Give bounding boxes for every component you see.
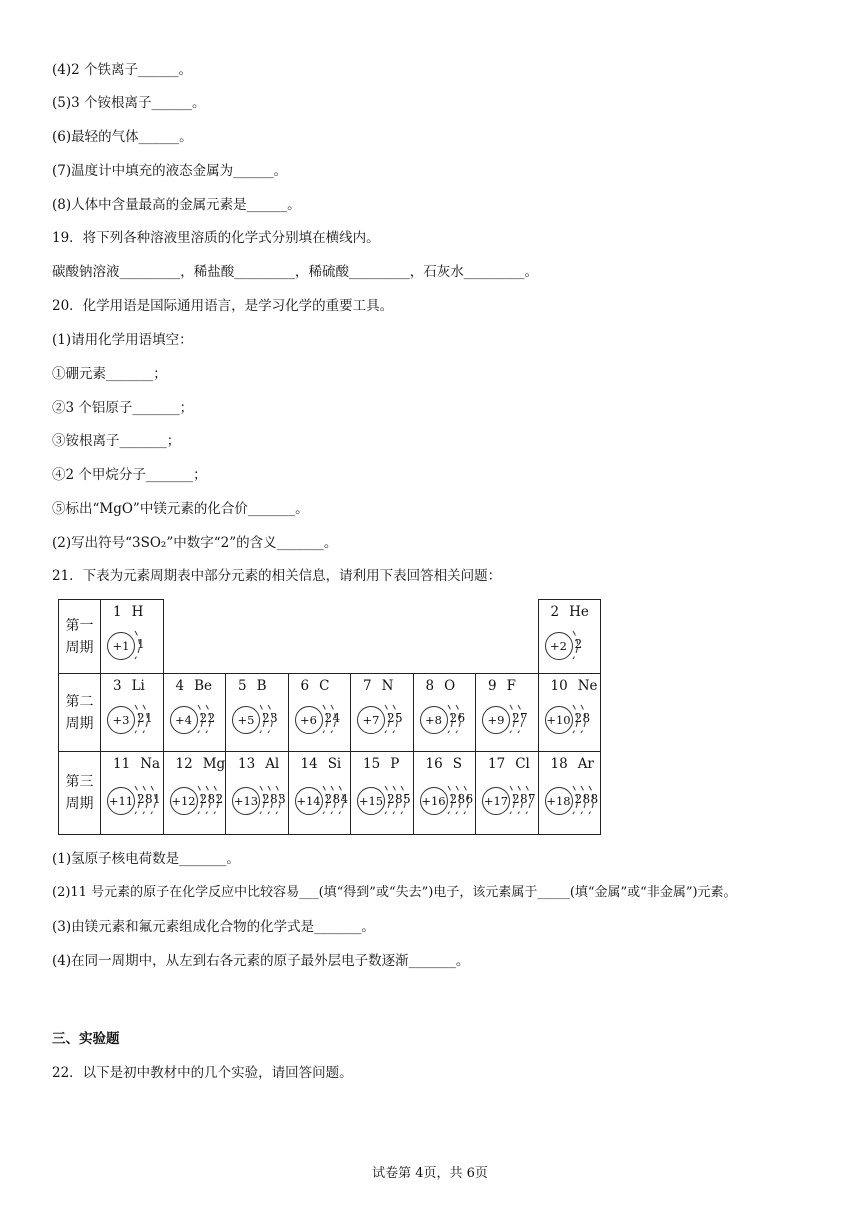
shell-electron-count: 2	[137, 711, 145, 725]
shell-electron-count: 6	[465, 792, 474, 806]
shell-electron-count: 2	[387, 792, 395, 806]
page-footer: 试卷第 4页，共 6页	[372, 1166, 488, 1181]
question-line: 19．将下列各种溶液里溶质的化学式分别填在横线内。	[52, 230, 380, 246]
shell-electron-count: 3	[278, 792, 286, 806]
period-label	[58, 751, 101, 835]
element-cell	[100, 751, 164, 835]
shell-electron-count: 3	[270, 711, 278, 725]
nucleus-circle: +8	[420, 706, 448, 734]
element-symbol: Be	[194, 678, 213, 694]
shell-electron-count: 2	[574, 711, 583, 725]
shell-electron-count: 2	[574, 792, 583, 806]
nucleus-circle: +5	[232, 706, 260, 734]
element-symbol: Ar	[577, 756, 594, 772]
shell-electron-count: 7	[520, 711, 528, 725]
element-symbol: Cl	[515, 756, 530, 772]
shell-electron-count: 2	[199, 792, 208, 806]
question-line: (1)请用化学用语填空：	[52, 332, 193, 348]
shell-electron-count: 2	[262, 711, 270, 725]
question-line: (4)在同一周期中，从左到右各元素的原子最外层电子数逐渐_______。	[52, 953, 470, 969]
electron-shell-arcs	[476, 674, 539, 752]
nucleus-circle: +13	[232, 787, 260, 815]
shell-electron-count: 8	[145, 792, 153, 806]
atomic-number: 14	[300, 756, 318, 772]
shell-electron-count: 8	[270, 792, 278, 806]
question-line: 21．下表为元素周期表中部分元素的相关信息，请利用下表回答相关问题：	[52, 568, 502, 584]
nucleus-circle: +7	[357, 706, 385, 734]
nucleus-circle: +11	[107, 787, 135, 815]
atomic-number: 13	[238, 756, 256, 772]
element-cell	[413, 751, 477, 835]
nucleus-circle: +16	[420, 787, 448, 815]
element-symbol: Mg	[202, 756, 226, 772]
nucleus-circle: +17	[482, 787, 510, 815]
atomic-number: 4	[175, 678, 185, 694]
atomic-number: 6	[300, 678, 310, 694]
period-label	[58, 599, 101, 674]
element-symbol: Ne	[577, 678, 598, 694]
element-symbol: P	[390, 756, 400, 772]
section-heading: 三、实验题	[52, 1031, 120, 1047]
period-label-text: 第二	[65, 693, 94, 710]
shell-electron-count: 8	[520, 792, 528, 806]
atomic-number: 18	[550, 756, 568, 772]
electron-shell-arcs	[226, 674, 289, 752]
question-line: (8)人体中含量最高的金属元素是______。	[52, 197, 301, 213]
electron-shell-arcs	[101, 674, 164, 752]
electron-shell-arcs	[539, 600, 602, 674]
shell-electron-count: 2	[324, 792, 333, 806]
atomic-number: 7	[363, 678, 372, 694]
question-line: 22．以下是初中教材中的几个实验，请回答问题。	[52, 1065, 353, 1081]
period-label-text: 第三	[65, 774, 94, 790]
atomic-number: 12	[175, 756, 193, 772]
element-cell	[475, 673, 539, 752]
nucleus-circle: +6	[295, 706, 323, 734]
electron-shell-arcs	[289, 674, 352, 752]
atomic-number: 9	[488, 678, 497, 694]
element-cell	[350, 751, 414, 835]
element-cell	[100, 599, 164, 674]
element-symbol: Al	[265, 756, 280, 772]
shell-electron-count: 7	[528, 792, 536, 806]
shell-electron-count: 2	[324, 711, 333, 725]
atomic-number: 5	[238, 678, 247, 694]
question-line: (2)11 号元素的原子在化学反应中比较容易___(填“得到”或“失去”)电子，该元素属于_____(填“金属”或“非金属”)元素。	[52, 885, 737, 900]
atomic-number: 16	[425, 756, 443, 772]
shell-electron-count: 1	[137, 637, 145, 651]
period-label-text: 周期	[65, 639, 94, 656]
electron-shell-arcs	[351, 674, 414, 752]
electron-shell-arcs	[539, 674, 602, 752]
element-symbol: F	[506, 678, 516, 694]
atomic-number: 10	[550, 678, 568, 694]
element-cell	[538, 673, 602, 752]
element-symbol: Na	[140, 756, 161, 772]
nucleus-circle: +14	[295, 787, 323, 815]
atomic-number: 15	[363, 756, 381, 772]
shell-electron-count: 2	[449, 792, 458, 806]
question-line: (4)2 个铁离子______。	[52, 62, 193, 78]
atomic-number: 3	[113, 678, 122, 694]
nucleus-circle: +18	[545, 787, 573, 815]
element-symbol: C	[319, 678, 330, 694]
element-symbol: Si	[327, 756, 342, 772]
electron-shell-arcs	[164, 674, 227, 752]
element-symbol: Li	[131, 678, 145, 694]
nucleus-circle: +12	[170, 787, 198, 815]
element-symbol: O	[444, 678, 456, 694]
nucleus-circle: +15	[357, 787, 385, 815]
nucleus-circle: +3	[107, 706, 135, 734]
nucleus-circle: +1	[107, 632, 135, 660]
shell-electron-count: 2	[512, 792, 520, 806]
electron-shell-arcs	[101, 600, 164, 674]
period-label	[58, 673, 101, 752]
electron-shell-arcs	[414, 674, 477, 752]
shell-electron-count: 2	[512, 711, 520, 725]
question-line: (7)温度计中填充的液态金属为______。	[52, 163, 288, 179]
element-symbol: B	[256, 678, 267, 694]
element-symbol: He	[569, 604, 589, 620]
element-cell	[538, 599, 602, 674]
element-cell	[413, 673, 477, 752]
shell-electron-count: 2	[207, 711, 216, 725]
atomic-number: 8	[425, 678, 435, 694]
nucleus-circle: +10	[545, 706, 573, 734]
element-cell	[100, 673, 164, 752]
period-label-text: 周期	[65, 796, 94, 812]
shell-electron-count: 8	[590, 792, 599, 806]
shell-electron-count: 8	[207, 792, 216, 806]
element-cell	[350, 673, 414, 752]
element-cell	[163, 673, 227, 752]
nucleus-circle: +4	[170, 706, 198, 734]
question-line: (6)最轻的气体______。	[52, 129, 193, 145]
atomic-number: 17	[488, 756, 506, 772]
shell-electron-count: 5	[395, 711, 403, 725]
shell-electron-count: 8	[582, 792, 591, 806]
shell-electron-count: 2	[449, 711, 458, 725]
question-line: (3)由镁元素和氟元素组成化合物的化学式是_______。	[52, 919, 375, 935]
question-line: ④2 个甲烷分子_______；	[52, 467, 207, 483]
question-line: (2)写出符号“3SO₂”中数字“2”的含义_______。	[52, 535, 338, 551]
shell-electron-count: 4	[332, 711, 341, 725]
element-cell	[538, 751, 602, 835]
shell-electron-count: 2	[262, 792, 270, 806]
element-cell	[225, 673, 289, 752]
element-cell	[225, 751, 289, 835]
shell-electron-count: 8	[582, 711, 591, 725]
shell-electron-count: 2	[199, 711, 208, 725]
element-symbol: H	[131, 604, 144, 620]
atomic-number: 11	[113, 756, 131, 772]
shell-electron-count: 2	[215, 792, 224, 806]
atomic-number: 1	[113, 604, 122, 620]
question-line: 碳酸钠溶液_________，稀盐酸_________，稀硫酸_________，石灰水_________。	[52, 264, 538, 280]
question-line: ①硼元素_______；	[52, 366, 167, 382]
nucleus-circle: +9	[482, 706, 510, 734]
shell-electron-count: 8	[332, 792, 341, 806]
element-cell	[288, 751, 352, 835]
question-line: ②3 个铝原子_______；	[52, 400, 194, 416]
shell-electron-count: 1	[145, 711, 153, 725]
shell-electron-count: 6	[457, 711, 466, 725]
period-label-text: 周期	[65, 715, 94, 732]
element-cell	[163, 751, 227, 835]
shell-electron-count: 8	[457, 792, 466, 806]
shell-electron-count: 2	[574, 637, 583, 651]
nucleus-circle: +2	[545, 632, 573, 660]
element-symbol: N	[381, 678, 394, 694]
shell-electron-count: 2	[137, 792, 145, 806]
shell-electron-count: 1	[153, 792, 161, 806]
shell-electron-count: 2	[387, 711, 395, 725]
shell-electron-count: 4	[340, 792, 349, 806]
question-line: (5)3 个铵根离子______。	[52, 95, 206, 111]
shell-electron-count: 5	[403, 792, 411, 806]
question-line: ⑤标出“MgO”中镁元素的化合价_______。	[52, 501, 309, 517]
period-label-text: 第一	[65, 617, 94, 634]
question-line: ③铵根离子_______；	[52, 433, 181, 449]
element-symbol: S	[452, 756, 462, 772]
atomic-number: 2	[550, 604, 560, 620]
element-cell	[475, 751, 539, 835]
question-line: 20．化学用语是国际通用语言，是学习化学的重要工具。	[52, 298, 394, 314]
periodic-table	[58, 599, 600, 834]
element-cell	[288, 673, 352, 752]
shell-electron-count: 8	[395, 792, 403, 806]
question-line: (1)氢原子核电荷数是_______。	[52, 851, 240, 867]
